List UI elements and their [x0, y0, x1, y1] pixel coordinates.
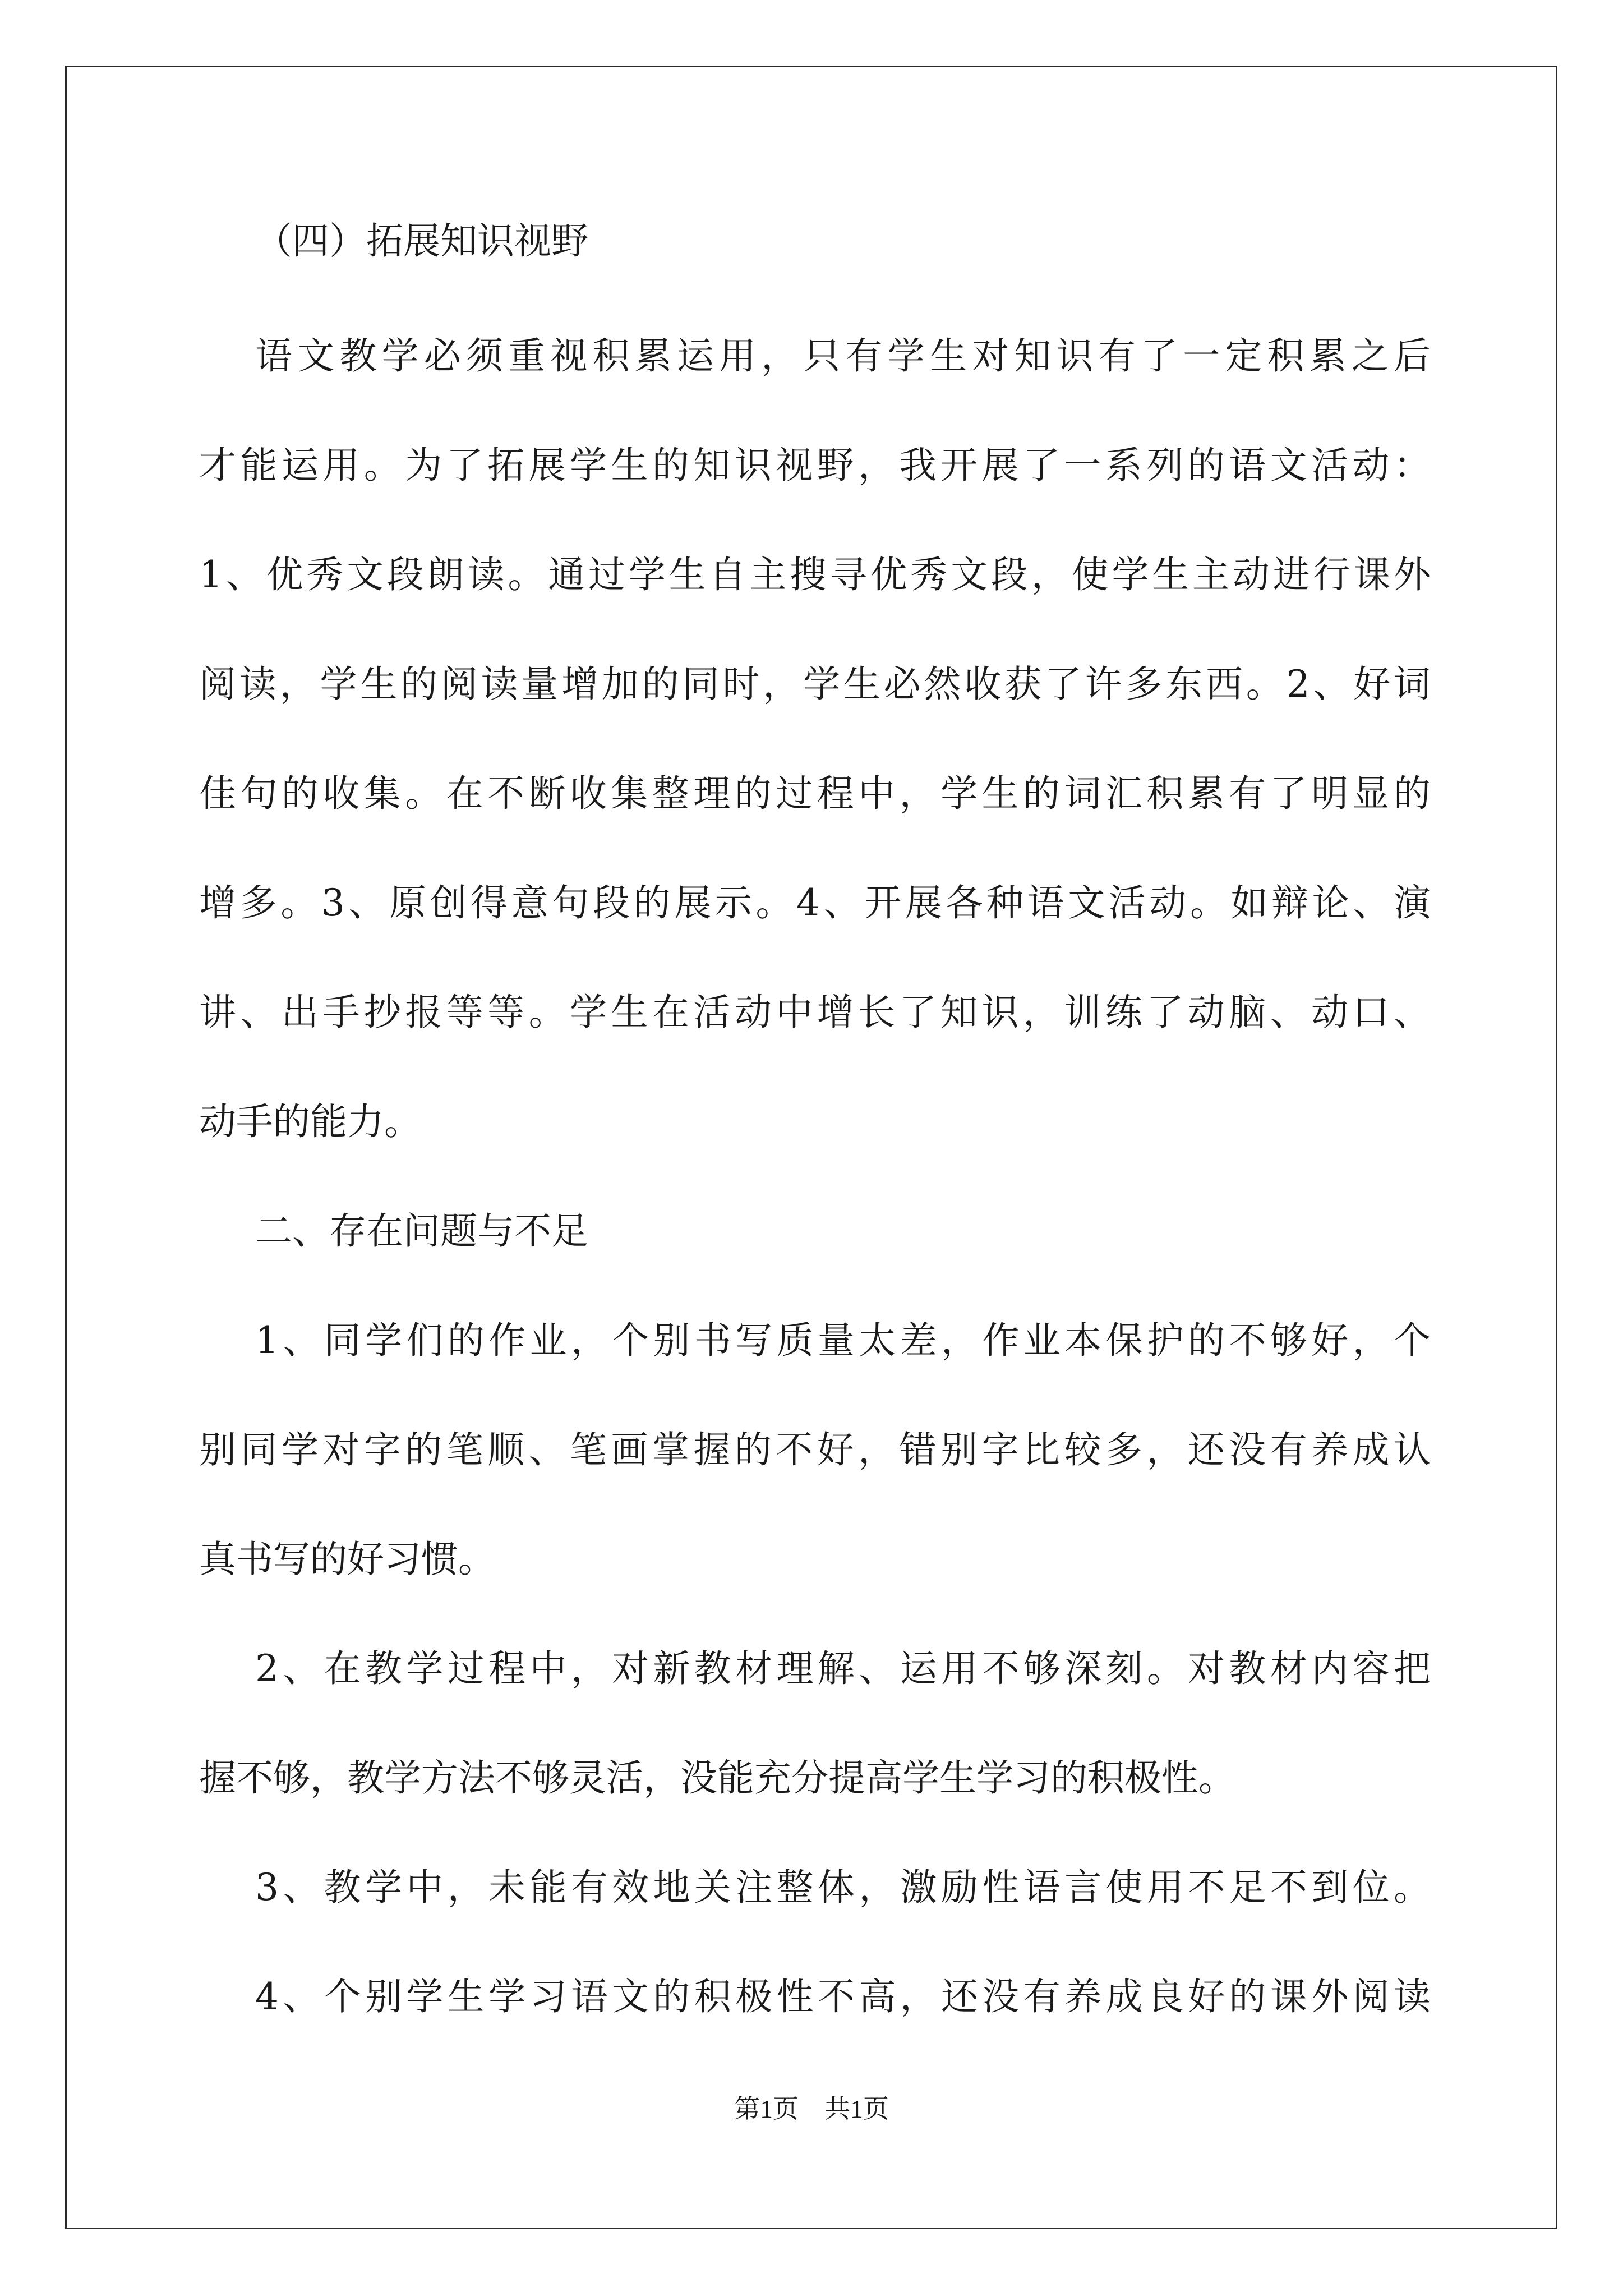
section-heading: 二、存在问题与不足: [255, 1209, 588, 1253]
paragraph-line: 阅读，学生的阅读量增加的同时，学生必然收获了许多东西。2、好词: [199, 662, 1431, 706]
paragraph-line: 讲、出手抄报等等。学生在活动中增长了知识，训练了动脑、动口、: [199, 991, 1431, 1034]
paragraph-line: 1、同学们的作业，个别书写质量太差，作业本保护的不够好，个: [255, 1319, 1431, 1362]
paragraph-line: 别同学对字的笔顺、笔画掌握的不好，错别字比较多，还没有养成认: [199, 1428, 1431, 1471]
page-footer: 第1页 共1页: [734, 2095, 889, 2123]
paragraph-line: 1、优秀文段朗读。通过学生自主搜寻优秀文段，使学生主动进行课外: [199, 553, 1431, 596]
paragraph-line: 才能运用。为了拓展学生的知识视野，我开展了一系列的语文活动：: [199, 444, 1431, 487]
paragraph-line: 握不够，教学方法不够灵活，没能充分提高学生学习的积极性。: [199, 1756, 1235, 1800]
paragraph-line: 增多。3、原创得意句段的展示。4、开展各种语文活动。如辩论、演: [199, 881, 1431, 924]
paragraph-line: 真书写的好习惯。: [199, 1538, 495, 1581]
paragraph-line: 佳句的收集。在不断收集整理的过程中，学生的词汇积累有了明显的: [199, 772, 1431, 815]
paragraph-line: 3、教学中，未能有效地关注整体，激励性语言使用不足不到位。: [255, 1866, 1431, 1909]
section-heading: （四）拓展知识视野: [255, 219, 588, 263]
paragraph-line: 语文教学必须重视积累运用，只有学生对知识有了一定积累之后: [255, 334, 1431, 378]
paragraph-line: 动手的能力。: [199, 1100, 421, 1143]
paragraph-line: 2、在教学过程中，对新教材理解、运用不够深刻。对教材内容把: [255, 1647, 1431, 1690]
paragraph-line: 4、个别学生学习语文的积极性不高，还没有养成良好的课外阅读: [255, 1975, 1431, 2018]
